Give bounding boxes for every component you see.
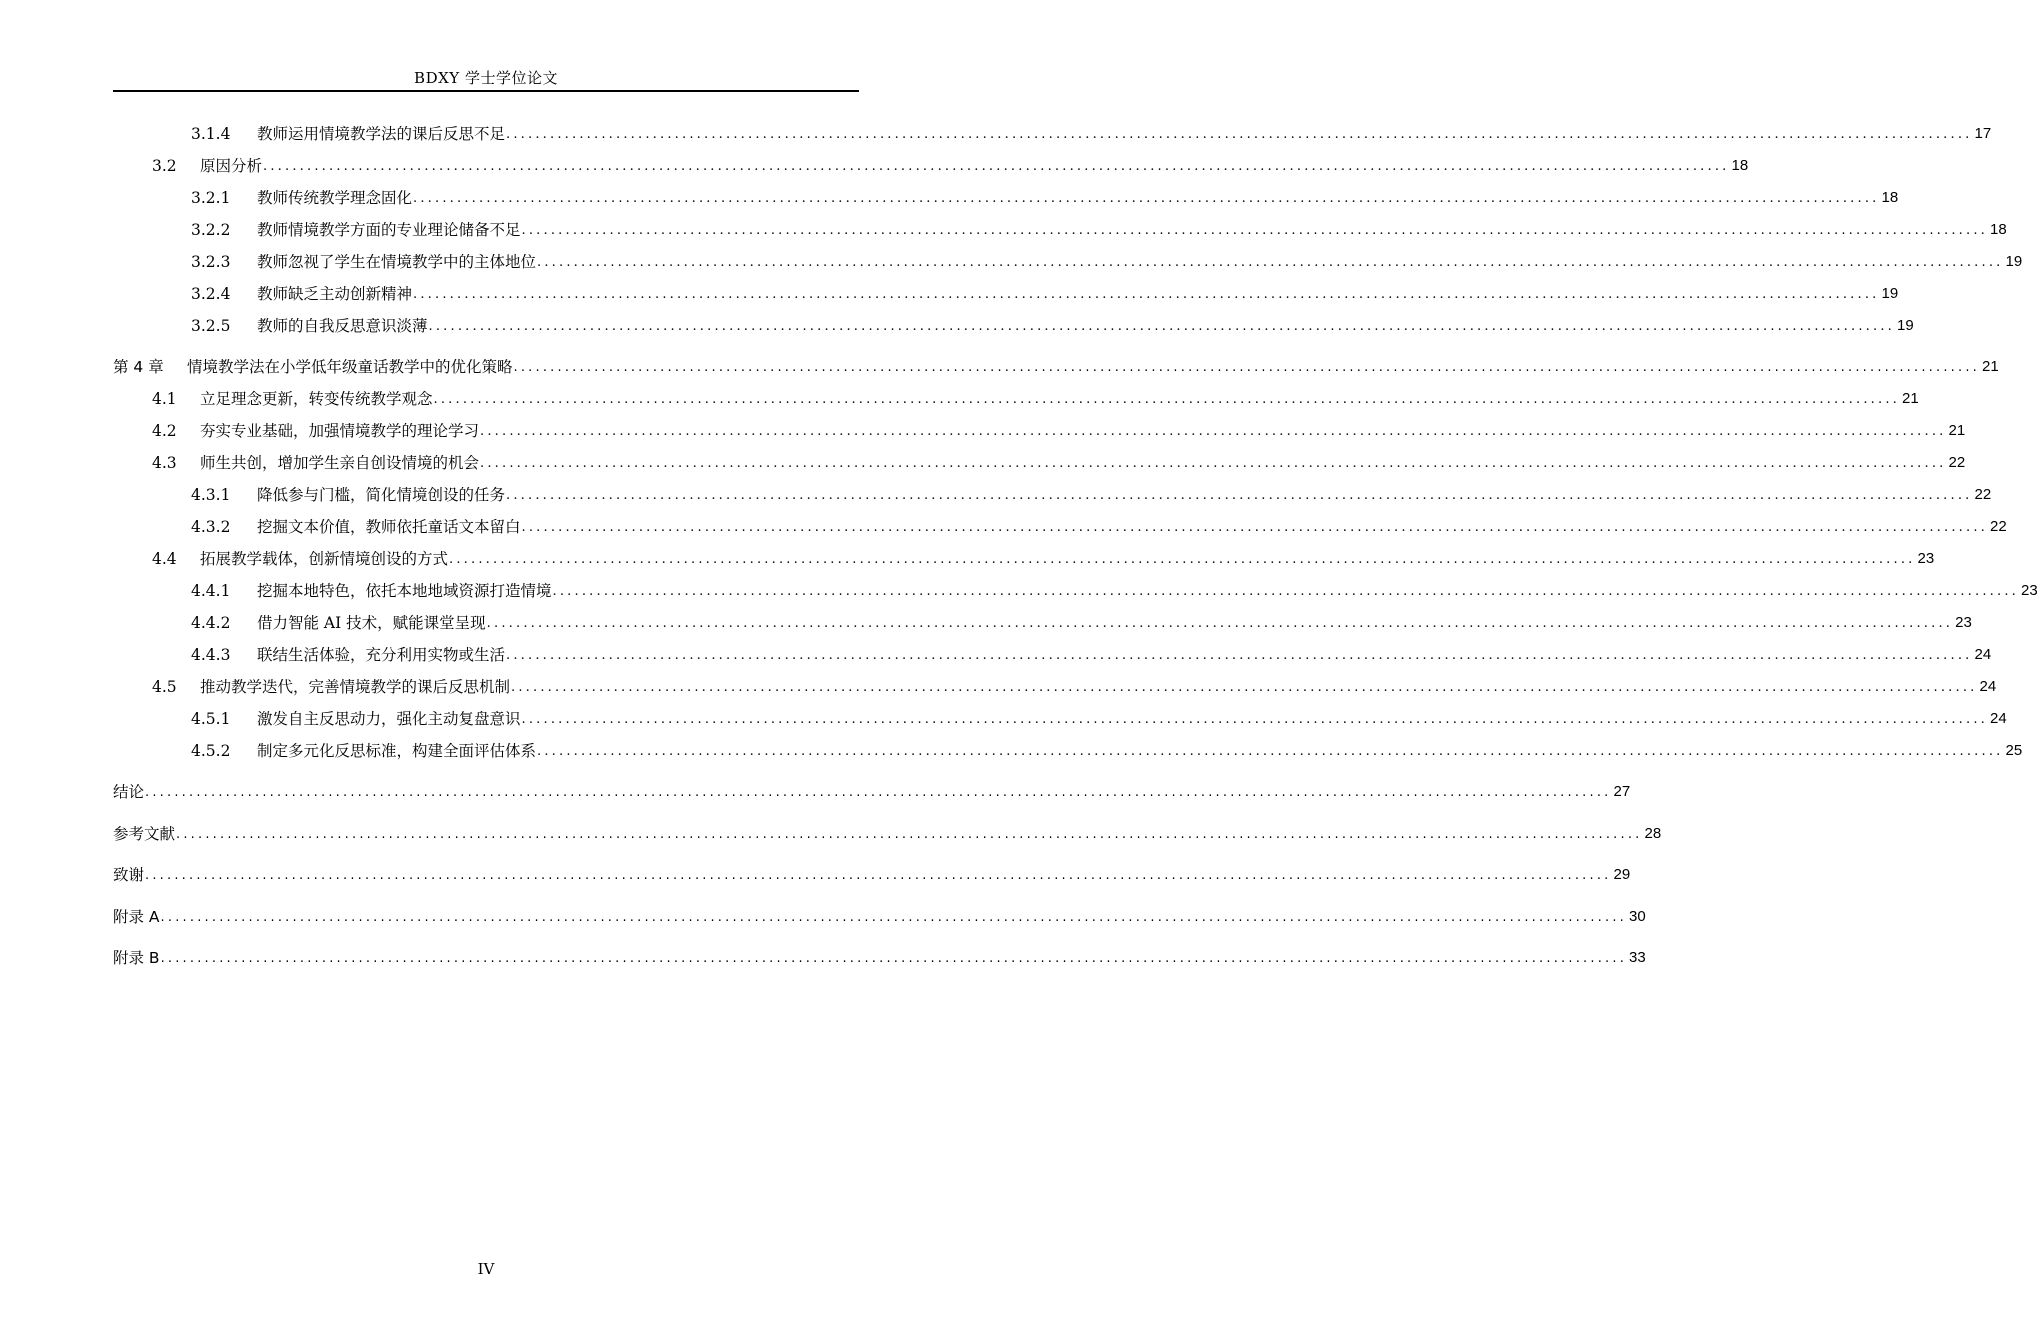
toc-entry-page: 22	[1948, 454, 1966, 471]
toc-entry-page: 19	[1896, 317, 1914, 334]
toc-entry[interactable]	[191, 481, 1992, 505]
toc-entry[interactable]	[113, 778, 1631, 802]
toc-dot-leader: ........................................................................................................................................................................................................	[511, 680, 1978, 695]
toc-entry-page: 23	[1955, 614, 1972, 631]
toc-dot-leader: ........................................................................................................................................................................................................	[486, 616, 1954, 631]
toc-dot-leader: ........................................................................................................................................................................................................	[480, 456, 1947, 471]
toc-entry-number: 3.1.4	[191, 125, 231, 143]
toc-entry-number: 3.2.3	[191, 253, 231, 271]
toc-entry-page: 21	[1948, 422, 1966, 439]
toc-entry[interactable]	[191, 513, 2007, 537]
toc-dot-leader: ........................................................................................................................................................................................................	[263, 159, 1730, 174]
toc-entry[interactable]	[191, 609, 1972, 633]
toc-dot-leader: ........................................................................................................................................................................................................	[552, 584, 2019, 599]
toc-entry[interactable]	[113, 353, 1999, 377]
toc-dot-leader: ........................................................................................................................................................................................................	[521, 223, 1988, 238]
toc-entry-title: 情境教学法在小学低年级童话教学中的优化策略	[187, 358, 513, 376]
toc-dot-leader: ........................................................................................................................................................................................................	[413, 191, 1880, 206]
toc-dot-leader: ........................................................................................................................................................................................................	[160, 910, 1627, 925]
toc-entry-page: 21	[1901, 390, 1919, 407]
toc-entry-page: 28	[1644, 825, 1662, 842]
toc-entry-page: 24	[1989, 710, 2007, 727]
toc-entry[interactable]	[113, 903, 1646, 927]
toc-entry-number: 4.3	[152, 454, 177, 472]
toc-entry-page: 17	[1974, 125, 1992, 142]
toc-entry-number: 4.4.2	[191, 614, 231, 632]
toc-entry-number: 3.2	[152, 157, 177, 175]
toc-dot-leader: ........................................................................................................................................................................................................	[537, 255, 2004, 270]
toc-entry-page: 21	[1981, 358, 1999, 375]
toc-entry[interactable]	[191, 280, 1899, 304]
toc-entry[interactable]	[191, 216, 2007, 240]
toc-entry-title: 激发自主反思动力，强化主动复盘意识	[257, 710, 521, 728]
toc-dot-leader: ........................................................................................................................................................................................................	[145, 868, 1612, 883]
toc-dot-leader: ........................................................................................................................................................................................................	[513, 360, 1980, 375]
toc-entry-title: 借力智能 AI 技术，赋能课堂呈现	[257, 614, 486, 632]
toc-entry-number: 4.5.2	[191, 742, 231, 760]
toc-entry[interactable]	[152, 673, 1997, 697]
toc-entry-number: 第 4 章	[113, 358, 164, 376]
toc-dot-leader: ........................................................................................................................................................................................................	[145, 785, 1612, 800]
toc-entry-title: 立足理念更新，转变传统教学观念	[200, 390, 433, 408]
toc-entry-page: 18	[1989, 221, 2007, 238]
toc-entry-number: 3.2.5	[191, 317, 231, 335]
toc-entry-page: 18	[1731, 157, 1749, 174]
toc-entry-number: 4.5	[152, 678, 177, 696]
toc-entry-title: 教师情境教学方面的专业理论储备不足	[257, 221, 521, 239]
toc-dot-leader: ........................................................................................................................................................................................................	[506, 648, 1973, 663]
toc-entry-number: 4.5.1	[191, 710, 231, 728]
toc-entry-title: 教师的自我反思意识淡薄	[257, 317, 428, 335]
toc-entry[interactable]	[152, 385, 1919, 409]
page-header: BDXY 学士学位论文	[414, 69, 558, 87]
toc-entry-page: 23	[2020, 582, 2038, 599]
toc-entry-page: 18	[1881, 189, 1899, 206]
toc-dot-leader: ........................................................................................................................................................................................................	[537, 744, 2004, 759]
toc-entry-number: 3.2.1	[191, 189, 231, 207]
toc-entry[interactable]	[191, 248, 2023, 272]
toc-entry-title: 教师缺乏主动创新精神	[257, 285, 413, 303]
toc-entry-title: 挖掘文本价值，教师依托童话文本留白	[257, 518, 521, 536]
toc-entry-number: 4.2	[152, 422, 177, 440]
toc-dot-leader: ........................................................................................................................................................................................................	[506, 127, 1973, 142]
toc-entry-page: 19	[2005, 253, 2023, 270]
toc-entry-page: 33	[1629, 949, 1646, 966]
toc-entry-number: 4.3.1	[191, 486, 231, 504]
toc-entry[interactable]	[191, 737, 2023, 761]
toc-entry[interactable]	[152, 417, 1966, 441]
toc-entry-page: 24	[1979, 678, 1997, 695]
toc-entry[interactable]	[152, 545, 1935, 569]
toc-entry-number: 4.4.1	[191, 582, 231, 600]
toc-entry-title: 附录 B	[113, 949, 160, 967]
toc-entry-page: 30	[1629, 908, 1646, 925]
toc-entry[interactable]	[191, 120, 1992, 144]
toc-entry[interactable]	[152, 449, 1966, 473]
toc-entry[interactable]	[113, 944, 1646, 968]
toc-entry-title: 原因分析	[200, 157, 263, 175]
toc-entry[interactable]	[191, 312, 1914, 336]
toc-entry-title: 附录 A	[113, 908, 160, 926]
toc-entry-page: 27	[1613, 783, 1631, 800]
toc-entry-number: 3.2.4	[191, 285, 231, 303]
toc-dot-leader: ........................................................................................................................................................................................................	[433, 392, 1900, 407]
toc-entry-title: 结论	[113, 783, 145, 801]
toc-entry-title: 挖掘本地特色，依托本地地域资源打造情境	[257, 582, 552, 600]
toc-entry[interactable]	[191, 705, 2007, 729]
toc-dot-leader: ........................................................................................................................................................................................................	[521, 712, 1988, 727]
toc-entry-number: 4.1	[152, 390, 177, 408]
toc-entry-title: 推动教学迭代，完善情境教学的课后反思机制	[200, 678, 511, 696]
toc-entry[interactable]	[191, 641, 1992, 665]
toc-dot-leader: ........................................................................................................................................................................................................	[506, 488, 1973, 503]
toc-dot-leader: ........................................................................................................................................................................................................	[449, 552, 1916, 567]
toc-entry-page: 23	[1917, 550, 1935, 567]
toc-entry-title: 降低参与门槛，简化情境创设的任务	[257, 486, 506, 504]
toc-entry-number: 3.2.2	[191, 221, 231, 239]
toc-entry[interactable]	[113, 861, 1631, 885]
toc-entry-page: 29	[1613, 866, 1631, 883]
toc-entry-page: 22	[1989, 518, 2007, 535]
toc-entry-number: 4.4	[152, 550, 177, 568]
toc-entry-page: 24	[1974, 646, 1992, 663]
toc-dot-leader: ........................................................................................................................................................................................................	[428, 319, 1895, 334]
toc-dot-leader: ........................................................................................................................................................................................................	[413, 287, 1880, 302]
toc-entry-title: 师生共创，增加学生亲自创设情境的机会	[200, 454, 480, 472]
toc-entry-title: 参考文献	[113, 825, 176, 843]
toc-entry-title: 教师运用情境教学法的课后反思不足	[257, 125, 506, 143]
toc-entry-page: 25	[2005, 742, 2023, 759]
toc-entry-page: 22	[1974, 486, 1992, 503]
toc-entry-title: 致谢	[113, 866, 145, 884]
header-rule	[113, 90, 859, 92]
toc-entry[interactable]	[152, 152, 1749, 176]
toc-entry-title: 教师传统教学理念固化	[257, 189, 413, 207]
toc-entry[interactable]	[191, 577, 2038, 601]
page-number: IV	[477, 1260, 495, 1278]
toc-entry[interactable]	[191, 184, 1899, 208]
toc-entry-number: 4.4.3	[191, 646, 231, 664]
toc-entry-title: 联结生活体验，充分利用实物或生活	[257, 646, 506, 664]
toc-entry-page: 19	[1881, 285, 1899, 302]
toc-dot-leader: ........................................................................................................................................................................................................	[521, 520, 1988, 535]
toc-dot-leader: ........................................................................................................................................................................................................	[176, 827, 1643, 842]
toc-entry-title: 制定多元化反思标准，构建全面评估体系	[257, 742, 537, 760]
toc-entry-title: 教师忽视了学生在情境教学中的主体地位	[257, 253, 537, 271]
toc-entry-title: 夯实专业基础，加强情境教学的理论学习	[200, 422, 480, 440]
toc-dot-leader: ........................................................................................................................................................................................................	[480, 424, 1947, 439]
toc-entry-number: 4.3.2	[191, 518, 231, 536]
toc-entry-title: 拓展教学载体，创新情境创设的方式	[200, 550, 449, 568]
toc-dot-leader: ........................................................................................................................................................................................................	[160, 951, 1628, 966]
toc-entry[interactable]	[113, 820, 1662, 844]
